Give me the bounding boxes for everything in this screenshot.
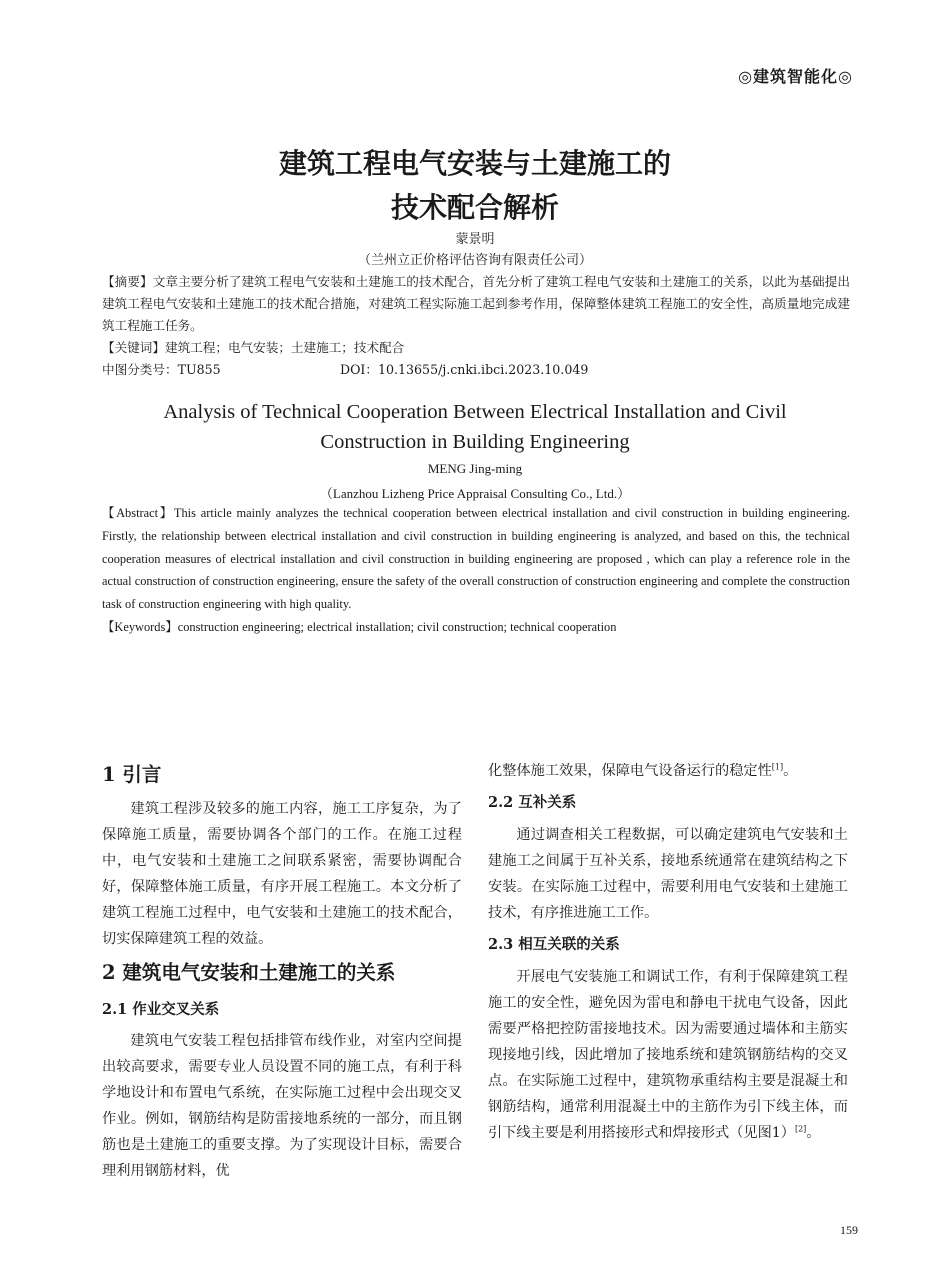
keywords-en-text: construction engineering; electrical installation; civil construction; technical cooperation	[177, 619, 617, 634]
section-2-1-end: 。	[783, 763, 798, 779]
abstract-en-label: 【Abstract】	[102, 506, 174, 520]
citation-1: [1]	[771, 762, 784, 772]
abstract-english	[102, 502, 850, 639]
abstract-cn-paragraph	[102, 271, 850, 337]
title-cn-line-1: 建筑工程电气安装与土建施工的	[278, 147, 671, 180]
page-number: 159	[840, 1223, 858, 1237]
section-2-3-end: 。	[806, 1125, 821, 1141]
section-2-2-heading: 2.2 互补关系	[488, 794, 577, 811]
author-chinese: 蒙景明	[455, 232, 495, 247]
keywords-cn-paragraph	[102, 337, 850, 359]
section-1-paragraph: 建筑工程涉及较多的施工内容，施工工序复杂，为了保障施工质量，需要协调各个部门的工作。在施工过程中，电气安装和土建施工之间联系紧密，需要协调配合好，保障整体施工质量，有序开展工程施工。本文分析了建筑工程施工过程中，电气安装和土建施工的技术配合，切实保障建筑工程的效益。	[102, 801, 462, 947]
section-2-1-paragraph: 建筑电气安装工程包括排管布线作业，对室内空间提出较高要求，需要专业人员设置不同的施工点，有利于科学地设计和布置电气系统，在实际施工过程中会出现交叉作业。例如，钢筋结构是防雷接地系统的一部分，而且钢筋也是土建施工的重要支撑。为了实现设计目标，需要合理利用钢筋材料，优	[102, 1033, 462, 1179]
section-2-1-heading: 2.1 作业交叉关系	[102, 1001, 220, 1018]
title-en-line-1: Analysis of Technical Cooperation Between Electrical Installation and Civil	[163, 401, 787, 423]
section-2-1-continuation	[488, 758, 848, 784]
author-english: MENG Jing-ming	[427, 461, 523, 476]
journal-section-tag: ◎建筑智能化◎	[738, 67, 853, 86]
title-english	[0, 397, 950, 457]
abstract-chinese	[102, 271, 850, 359]
keywords-en-paragraph	[102, 616, 850, 639]
citation-2: [2]	[794, 1124, 807, 1134]
section-1-heading: 1 引言	[102, 763, 162, 786]
classification-line	[102, 359, 589, 381]
abstract-en-text: This article mainly analyzes the technical cooperation between electrical installation and civil construction in building engineering. Firstly, the relationship between electrical installation and civil construction in building engineering is analyzed, and based on this, the technical cooperation measures of electrical installation and civil construction in building engineering are proposed , which can play a reference role in the actual construction of construction engineering, ensure the safety of the overall construction of construction engineering and complete the construction task of construction engineering with high quality.	[102, 506, 850, 612]
keywords-cn-text: 建筑工程；电气安装；土建施工；技术配合	[164, 340, 405, 355]
section-2-heading: 2 建筑电气安装和土建施工的关系	[102, 961, 396, 984]
section-2-1-cont-text: 化整体施工效果，保障电气设备运行的稳定性	[488, 763, 772, 779]
affiliation-chinese: （兰州立正价格评估咨询有限责任公司）	[357, 253, 592, 268]
title-chinese	[0, 142, 950, 230]
section-2-3-paragraph	[488, 964, 848, 1146]
body-column-right	[488, 758, 848, 1146]
section-2-3-text: 开展电气安装施工和调试工作，有利于保障建筑工程施工的安全性，避免因为雷电和静电干扰电气设备，因此需要严格把控防雷接地技术。因为需要通过墙体和主筋实现接地引线，因此增加了接地系统和建筑钢筋结构的交叉点。在实际施工过程中，建筑物承重结构主要是混凝土和钢筋结构，通常利用混凝土中的主筋作为引下线主体，而引下线主要是利用搭接形式和焊接形式（见图1）	[488, 969, 848, 1141]
title-cn-line-2: 技术配合解析	[390, 191, 559, 224]
affiliation-english: （Lanzhou Lizheng Price Appraisal Consulting Co., Ltd.）	[319, 486, 631, 501]
clc-number: 中图分类号：TU855	[102, 362, 221, 377]
abstract-en-paragraph	[102, 502, 850, 616]
keywords-cn-label: 【关键词】	[102, 340, 165, 355]
title-en-line-2: Construction in Building Engineering	[320, 431, 630, 453]
abstract-cn-text: 文章主要分析了建筑工程电气安装和土建施工的技术配合，首先分析了建筑工程电气安装和土建施工的关系，以此为基础提出建筑工程电气安装和土建施工的技术配合措施，对建筑工程实际施工起到参考作用，保障整体建筑工程施工的安全性，高质量地完成建筑工程施工任务。	[102, 274, 851, 333]
section-2-2-paragraph: 通过调查相关工程数据，可以确定建筑电气安装和土建施工之间属于互补关系，接地系统通常在建筑结构之下安装。在实际施工过程中，需要利用电气安装和土建施工技术，有序推进施工工作。	[488, 827, 848, 921]
abstract-cn-label: 【摘要】	[102, 274, 153, 289]
body-column-left	[102, 758, 462, 1184]
doi: DOI：10.13655/j.cnki.ibci.2023.10.049	[340, 362, 589, 377]
keywords-en-label: 【Keywords】	[102, 619, 178, 634]
section-2-3-heading: 2.3 相互关联的关系	[488, 936, 620, 953]
